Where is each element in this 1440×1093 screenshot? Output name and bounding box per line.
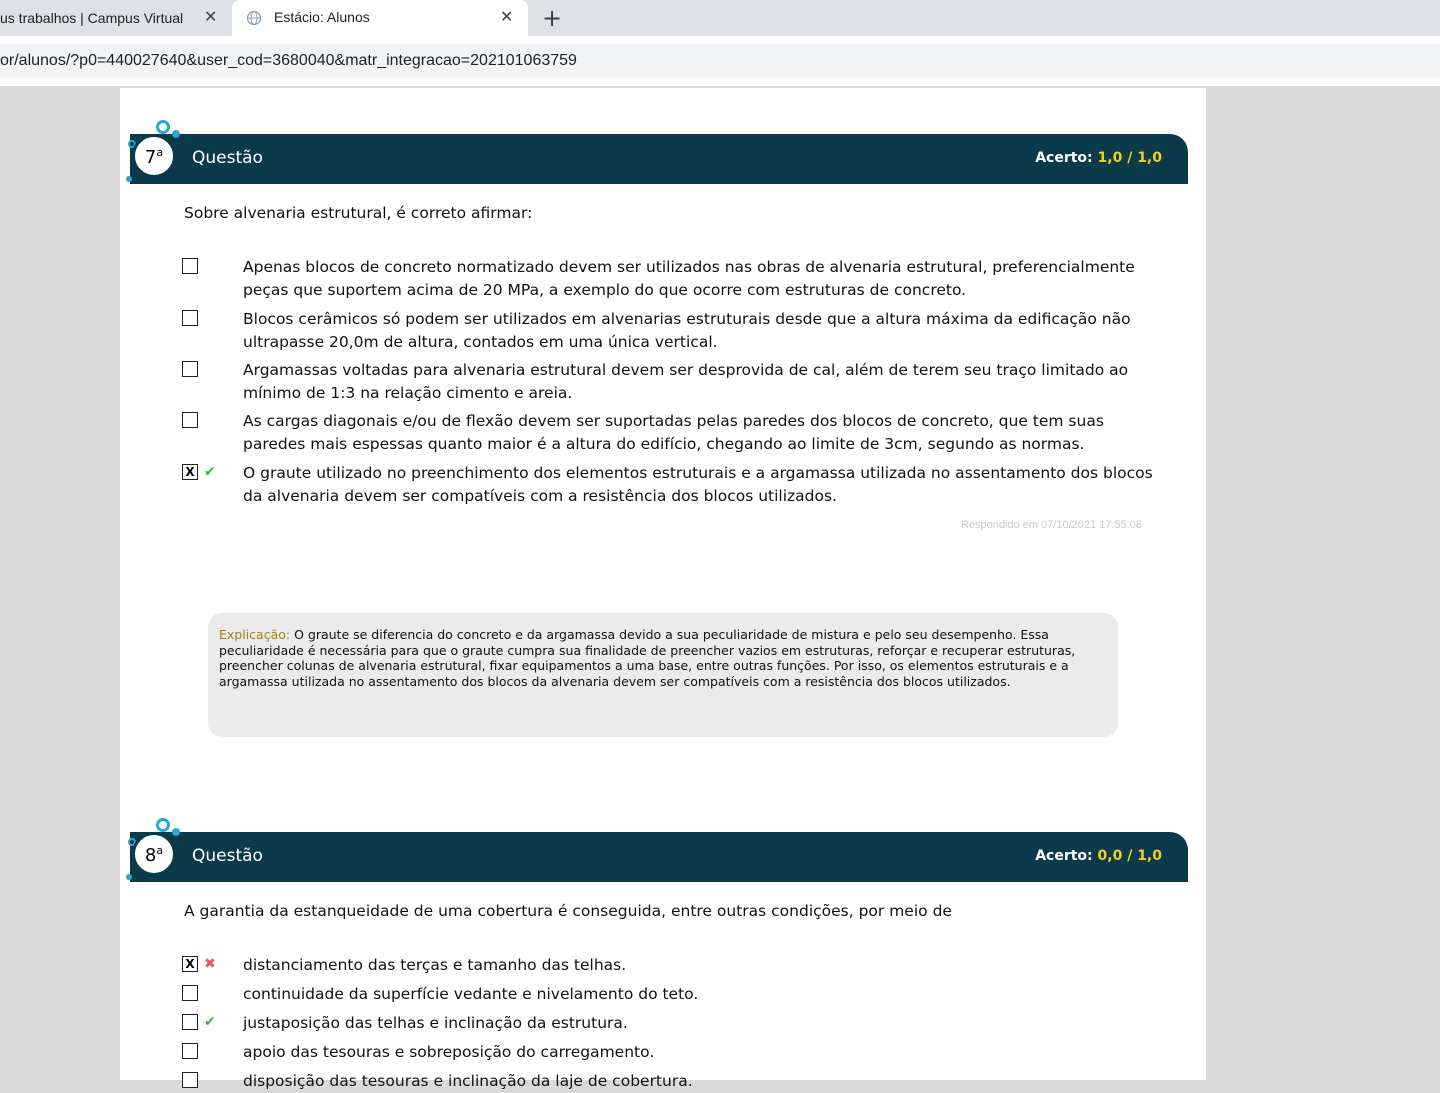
checkbox[interactable] [182,1072,198,1088]
checkbox[interactable] [182,310,198,326]
quiz-page [120,88,1206,1090]
question-number: 8 [144,845,157,866]
checkbox-checked[interactable]: X [182,464,198,480]
checkbox[interactable] [182,1043,198,1059]
close-icon[interactable]: ✕ [500,9,514,26]
option-text: justaposição das telhas e inclinação da estrutura. [243,1014,628,1032]
checkbox[interactable] [182,985,198,1001]
question-number-badge: 8$^a$ [122,818,184,890]
checkbox[interactable] [182,412,198,428]
question-header [130,832,1188,882]
option-text: distanciamento das terças e tamanho das telhas. [243,956,627,974]
question-number: 7 [144,147,157,168]
globe-icon [246,10,262,26]
question-label: Questão [192,148,263,168]
score: Acerto: 0,0 / 1,0 [1035,848,1162,864]
option-text: Argamassas voltadas para alvenaria estrutural devem ser desprovida de cal, além de terem seu traço limitado ao mínimo de 1:3 na relação cimento e areia. [243,361,1129,402]
explanation-box [208,613,1118,737]
checkbox-checked[interactable]: X [182,956,198,972]
url-input[interactable] [0,44,1440,78]
tab-title: us trabalhos | Campus Virtual [0,10,184,26]
question-prompt: A garantia da estanqueidade de uma cobertura é conseguida, entre outras condições, por meio de [184,902,952,920]
option-text: As cargas diagonais e/ou de flexão devem ser suportadas pelas paredes dos blocos de concreto, que tem suas paredes mais espessas quanto maior é a altura do edifício, chegando ao limite de 3cm, segundo as normas. [243,412,1104,453]
checkbox[interactable] [182,361,198,377]
tab-campus-virtual[interactable] [0,0,228,36]
score: Acerto: 1,0 / 1,0 [1035,150,1162,166]
browser-tab-bar [0,0,1440,36]
explanation-text: Explicação: O graute se diferencia do concreto e da argamassa devido a sua peculiaridade de mistura e pelo seu desempenho. Essa peculiaridade é necessária para que o graute cumpra sua finalidade de preencher vazios em estruturas, reforçar e recuperar estruturas, preencher colunas de alvenaria estrutural, fixar equipamentos a uma base, entre outras funções. Por isso, os elementos estruturais e a argamassa utilizada no assentamento dos blocos da alvenaria devem ser compatíveis com a resistência dos blocos utilizados. [219,627,1076,689]
checkbox[interactable] [182,1014,198,1030]
close-icon[interactable]: ✕ [204,9,218,26]
option-text: continuidade da superfície vedante e nivelamento do teto. [243,985,699,1003]
answered-timestamp: Respondido em 07/10/2021 17:55:06 [960,519,1142,531]
option-text: Apenas blocos de concreto normatizado devem ser utilizados nas obras de alvenaria estrutural, preferencialmente peças que suportem acima de 20 MPa, a exemplo do que ocorre com estruturas de concreto. [243,258,1135,299]
option-text: O graute utilizado no preenchimento dos elementos estruturais e a argamassa utilizada no assentamento dos blocos da alvenaria devem ser compatíveis com a resistência dos blocos utilizados. [243,464,1153,505]
tab-title: Estácio: Alunos [274,9,370,25]
checkbox[interactable] [182,258,198,274]
question-prompt: Sobre alvenaria estrutural, é correto afirmar: [184,204,533,222]
check-icon: ✔ [204,1014,216,1030]
option-text: Blocos cerâmicos só podem ser utilizados em alvenarias estruturais desde que a altura máxima da edificação não ultrapasse 20,0m de altura, contados em uma única vertical. [243,310,1131,351]
address-bar [0,36,1440,87]
question-header [130,134,1188,184]
check-icon: ✔ [204,464,216,480]
url-text: or/alunos/?p0=440027640&user_cod=3680040&matr_integracao=202101063759 [0,52,577,69]
x-icon: ✖ [204,956,216,972]
new-tab-button[interactable]: + [542,4,563,32]
option-text: disposição das tesouras e inclinação da laje de cobertura. [243,1072,693,1090]
explanation-label: Explicação: [219,627,291,642]
question-label: Questão [192,846,263,866]
option-text: apoio das tesouras e sobreposição do carregamento. [243,1043,655,1061]
tab-estacio-alunos[interactable] [232,0,528,36]
question-number-badge: 7$^a$ [122,120,184,192]
